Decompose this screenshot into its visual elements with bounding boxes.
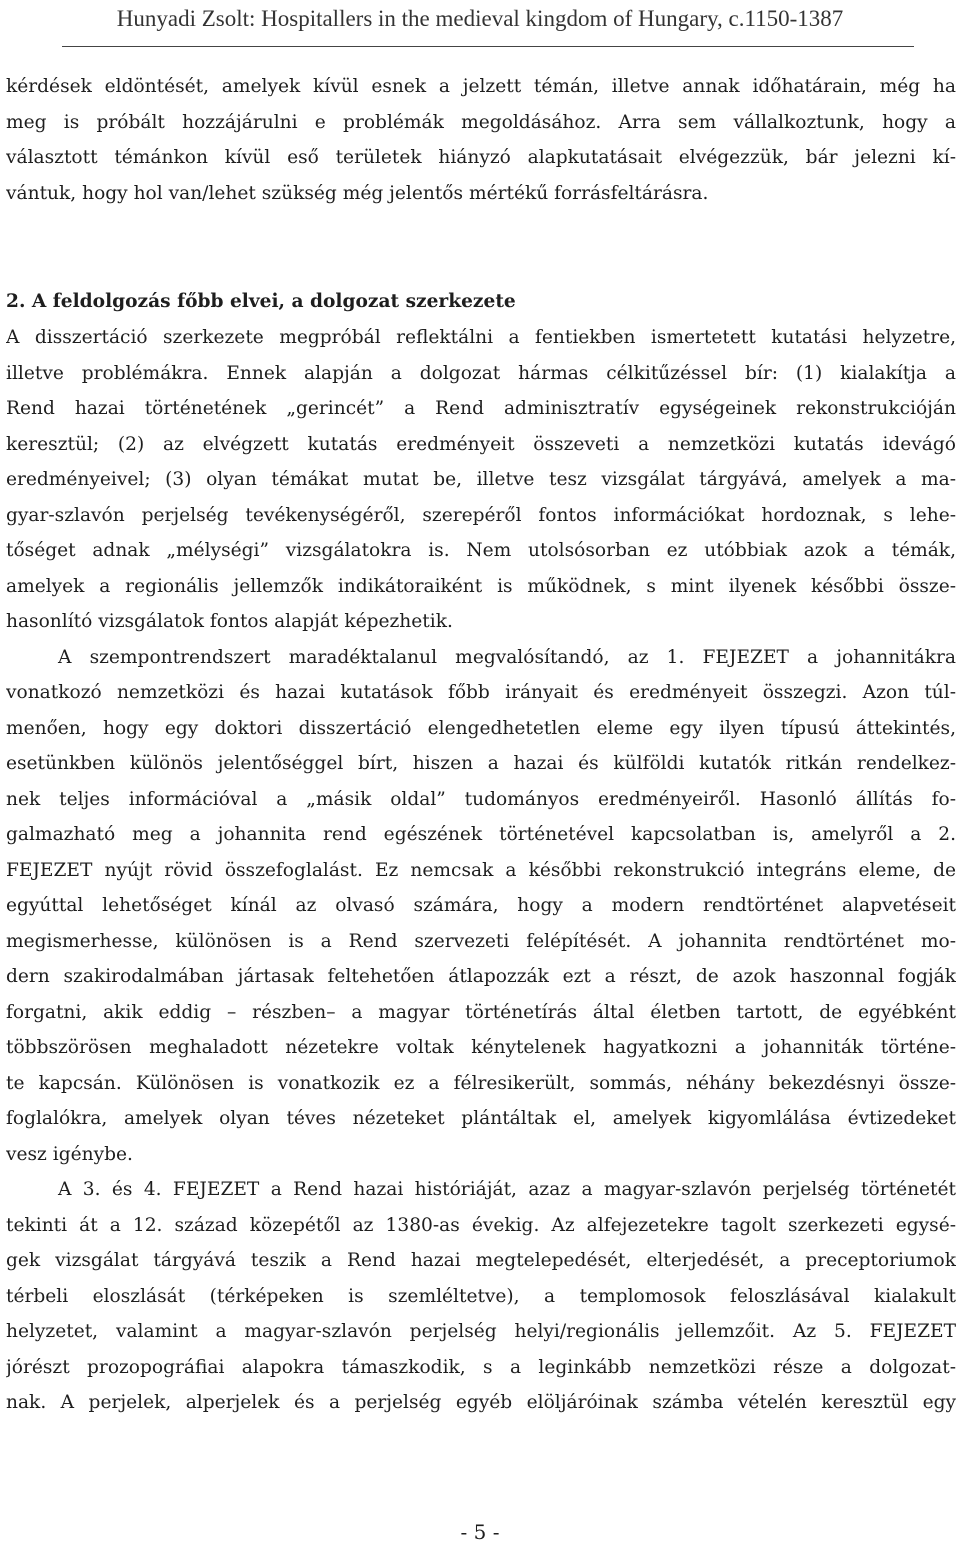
- text-line: galmazható meg a johannita rend egészének történetével kapcsolatban is, amelyről a 2.: [6, 824, 956, 845]
- text-line: vesz igénybe.: [6, 1143, 133, 1165]
- text-line: menően, hogy egy doktori disszertáció elengedhetetlen eleme egy ilyen típusú áttekintés,: [6, 717, 956, 739]
- text-line: amelyek a regionális jellemzők indikátoraiként is működnek, s mint ilyenek későbbi össze-: [6, 575, 956, 597]
- text-line: keresztül; (2) az elvégzett kutatás eredményeit összeveti a nemzetközi kutatás idevágó: [6, 433, 956, 455]
- text-line: jórészt prozopográfiai alapokra támaszkodik, s a leginkább nemzetközi része a dolgozat-: [6, 1356, 956, 1378]
- text-line: A 3. és 4. FEJEZET a Rend hazai históriáját, azaz a magyar-szlavón perjelség történetét: [58, 1179, 956, 1200]
- text-line: A disszertáció szerkezete megpróbál reflektálni a fentiekben ismertetett kutatási helyzetre,: [6, 327, 956, 348]
- text-line: dern szakirodalmában jártasak feltehetően átlapozzák ezt a részt, de azok haszonnal fogják: [6, 966, 956, 987]
- text-line: vántuk, hogy hol van/lehet szükség még jelentős mértékű forrásfeltárásra.: [6, 182, 709, 204]
- text-line: egyúttal lehetőséget kínál az olvasó számára, hogy a modern rendtörténet alapvetéseit: [6, 895, 956, 916]
- text-line: Rend hazai történetének „gerincét” a Rend adminisztratív egységeinek rekonstrukcióján: [6, 398, 956, 419]
- body-text: [6, 320, 956, 1421]
- text-line: eredményeivel; (3) olyan témákat mutat be, illetve tesz vizsgálat tárgyává, amelyek a ma-: [6, 469, 956, 490]
- text-line: te kapcsán. Különösen is vonatkozik ez a félresikerült, sommás, néhány bekezdésnyi össze-: [6, 1072, 956, 1094]
- text-line: FEJEZET nyújt rövid összefoglalást. Ez nemcsak a későbbi rekonstrukció integráns eleme, de: [6, 859, 956, 881]
- text-line: meg is próbált hozzájárulni e problémák megoldásához. Arra sem vállalkoztunk, hogy a: [6, 111, 956, 133]
- text-line: vonatkozó nemzetközi és hazai kutatások főbb irányait és eredményeit összegzi. Azon túl-: [6, 682, 956, 703]
- text-line: gyar-szlavón perjelség tevékenységéről, szerepéről fontos információkat hordoznak, s lehe-: [6, 504, 956, 526]
- text-line: forgatni, akik eddig – részben– a magyar történetírás által életben tartott, de egyébként: [6, 1001, 956, 1023]
- text-line: többszörösen meghaladott nézetekre voltak kénytelenek hagyatkozni a johanniták történe-: [6, 1037, 956, 1058]
- text-line: esetünkben különös jelentőséggel bírt, hiszen a hazai és külföldi kutatók ritkán rendelkez-: [6, 753, 956, 774]
- running-header: [0, 0, 960, 48]
- text-line: térbeli eloszlását (térképeken is szemléltetve), a templomosok feloszlásával kialakult: [6, 1285, 956, 1307]
- running-title: Hunyadi Zsolt: Hospitallers in the medieval kingdom of Hungary, c.1150-1387: [116, 6, 844, 31]
- text-line: hasonlító vizsgálatok fontos alapját képezhetik.: [6, 611, 453, 632]
- text-line: tőséget adnak „mélységi” vizsgálatokra is. Nem utolsósorban ez utóbbiak azok a témák,: [6, 540, 956, 561]
- section-heading: 2. A feldolgozás főbb elvei, a dolgozat szerkezete: [6, 291, 516, 312]
- text-line: megismerhesse, különösen is a Rend szervezeti felépítését. A johannita rendtörténet mo-: [6, 930, 956, 952]
- text-line: tekinti át a 12. század közepétől az 1380-as évekig. Az alfejezetekre tagolt szerkezeti egysé-: [6, 1214, 956, 1236]
- text-line: nak. A perjelek, alperjelek és a perjelség egyéb elöljáróinak számba vételén keresztül egy: [6, 1392, 956, 1413]
- text-line: nek teljes információval a „másik oldal” tudományos eredményeiről. Hasonló állítás fo-: [6, 788, 956, 810]
- text-line: választott témánkon kívül eső területek hiányzó alapkutatásait elvégezzük, bár jelezni kí-: [6, 147, 956, 168]
- text-line: kérdések eldöntését, amelyek kívül esnek a jelzett témán, illetve annak időhatárain, még ha: [6, 76, 956, 97]
- page-number: - 5 -: [460, 1520, 500, 1544]
- intro-paragraph: [6, 69, 956, 211]
- text-line: gek vizsgálat tárgyává teszik a Rend hazai megtelepedését, elterjedését, a preceptoriumok: [6, 1250, 956, 1271]
- text-line: foglalókra, amelyek olyan téves nézeteket plántáltak el, amelyek kigyomlálása évtizedeket: [6, 1108, 956, 1129]
- text-line: illetve problémákra. Ennek alapján a dolgozat hármas célkitűzéssel bír: (1) kialakítja a: [6, 362, 956, 384]
- text-line: helyzetet, valamint a magyar-szlavón perjelség helyi/regionális jellemzőit. Az 5. FEJEZET: [6, 1321, 956, 1342]
- text-line: A szempontrendszert maradéktalanul megvalósítandó, az 1. FEJEZET a johannitákra: [58, 646, 956, 668]
- header-divider: [62, 46, 914, 47]
